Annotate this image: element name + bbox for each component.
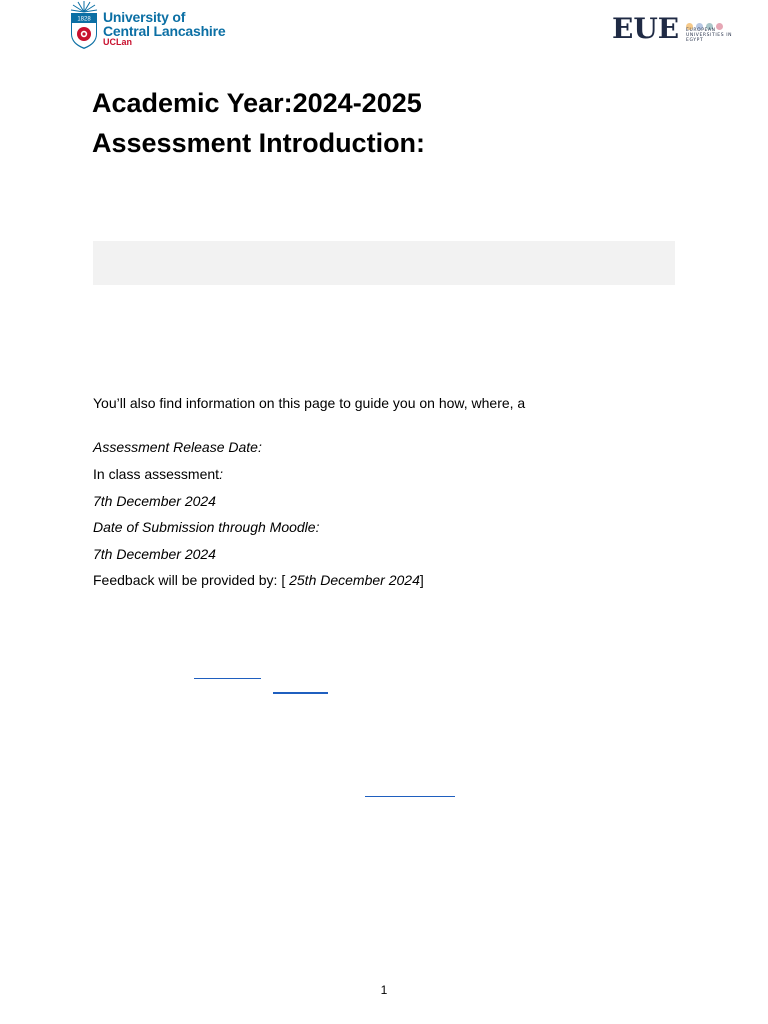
uclan-line-2: Central Lancashire (103, 23, 226, 39)
uclan-year-badge (72, 14, 96, 22)
academic-year-title: Academic Year:2024-2025 (92, 88, 422, 118)
grey-content-box (93, 241, 675, 285)
link-underline[interactable] (365, 796, 455, 797)
page-number: 1 (380, 983, 388, 997)
uclan-logo (70, 0, 230, 52)
uclan-wordmark (103, 10, 225, 47)
release-date-value: 7th December 2024 (93, 493, 216, 509)
assessment-intro-title: Assessment Introduction: (92, 128, 426, 158)
link-underline[interactable] (273, 692, 328, 694)
link-underline[interactable] (194, 678, 261, 679)
in-class-label: In class assessment (93, 466, 220, 482)
eue-subtitle: EUROPEAN UNIVERSITIES IN EGYPT (686, 28, 733, 43)
feedback-prefix: Feedback will be provided by: [ (93, 572, 290, 588)
release-date-label: Assessment Release Date: (93, 439, 262, 455)
feedback-date: 25th December 2024 (289, 572, 420, 588)
intro-text: You’ll also find information on this page to guide you on how, where, a (93, 395, 526, 411)
feedback-suffix: ] (419, 572, 424, 588)
feedback-line (93, 571, 424, 589)
uclan-crest-icon (70, 0, 98, 50)
uclan-line-1: University of (103, 9, 186, 25)
in-class-assessment-line (93, 465, 223, 483)
svg-text:1828: 1828 (77, 16, 91, 22)
eue-logo (612, 14, 737, 46)
eue-letters: EUE (612, 12, 680, 45)
submission-date-value: 7th December 2024 (93, 546, 216, 562)
eue-dots-icon (686, 17, 726, 27)
in-class-colon: : (219, 466, 223, 482)
submission-label: Date of Submission through Moodle: (93, 519, 320, 535)
uclan-line-3: UCLan (103, 37, 132, 47)
